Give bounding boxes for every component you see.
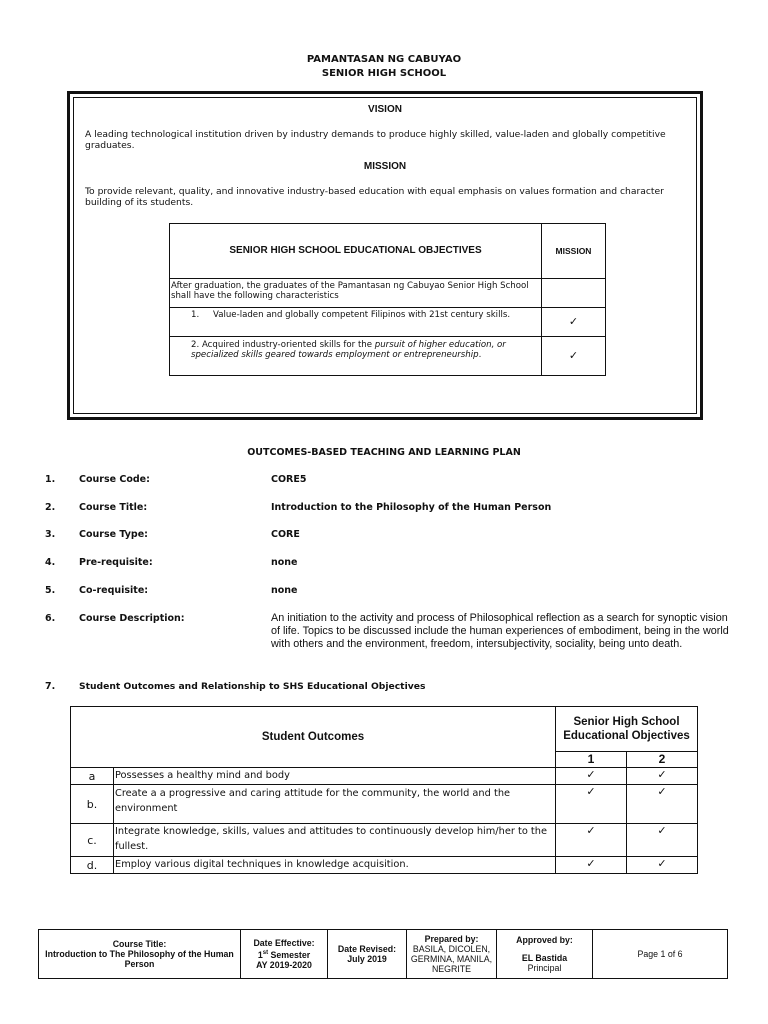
- approver-role: Principal: [527, 963, 562, 973]
- mission-heading: MISSION: [363, 161, 407, 172]
- mission-text: To provide relevant, quality, and innovative industry-based education with equal emphasis on values formation and character building of its students.: [85, 186, 664, 208]
- footer-label: Date Revised:: [337, 944, 397, 954]
- checkmark-icon: ✓: [542, 337, 606, 376]
- item-label: Course Type:: [79, 529, 148, 540]
- footer-page-number: Page 1 of 6: [593, 930, 728, 979]
- course-description-text: An initiation to the activity and process of Philosophical reflection as a search for synoptic vision of life. Topics to be discussed include the human experiences of embodiment, being in the world with others and the environment, freedom, intersubjectivity, sociality, being unto death.: [271, 612, 729, 650]
- table-row: [71, 785, 698, 824]
- item-number: 6.: [45, 613, 56, 624]
- objective-text: Acquired industry-oriented skills for the: [201, 340, 375, 350]
- table-row: [71, 824, 698, 857]
- school-name: SENIOR HIGH SCHOOL: [321, 68, 447, 79]
- checkmark-icon: ✓: [556, 857, 627, 874]
- document-footer: [38, 929, 728, 979]
- footer-date-effective: [241, 930, 328, 979]
- item-value: CORE: [271, 529, 300, 540]
- plan-title: OUTCOMES-BASED TEACHING AND LEARNING PLAN: [247, 447, 521, 458]
- item-label: Course Title:: [79, 502, 148, 513]
- item-label: Course Description:: [79, 613, 185, 624]
- table-row: [71, 857, 698, 874]
- footer-prepared-by: [407, 930, 497, 979]
- footer-date-revised: [328, 930, 407, 979]
- footer-label: Date Effective:: [253, 938, 315, 949]
- footer-academic-year: AY 2019-2020: [256, 959, 312, 970]
- item-number: 2.: [45, 502, 56, 513]
- student-outcomes-header: Student Outcomes: [71, 707, 556, 768]
- outcome-letter: c.: [71, 824, 114, 857]
- checkmark-icon: ✓: [556, 768, 627, 785]
- item-number: 5.: [45, 585, 56, 596]
- outcome-text: Integrate knowledge, skills, values and attitudes to continuously develop him/her to the fullest.: [114, 824, 556, 857]
- objective-num: 2.: [191, 340, 200, 350]
- item-value: none: [271, 557, 298, 568]
- vision-heading: VISION: [368, 104, 402, 115]
- checkmark-icon: ✓: [627, 768, 698, 785]
- item-label: Pre-requisite:: [79, 557, 153, 568]
- footer-approved-by: [497, 930, 593, 979]
- item-label: Course Code:: [79, 474, 150, 485]
- checkmark-icon: ✓: [556, 785, 627, 824]
- item-value: none: [271, 585, 298, 596]
- checkmark-icon: ✓: [556, 824, 627, 857]
- objective-text-italic: pursuit of higher education, or specialized skills geared towards employment or entrepreneurship: [191, 340, 506, 360]
- footer-value: BASILA, DICOLEN, GERMINA, MANILA, NEGRITE: [410, 944, 493, 974]
- student-outcomes-table: [70, 706, 698, 874]
- objective-text: Value-laden and globally competent Filipinos with 21st century skills.: [213, 310, 511, 320]
- approver-name: EL Bastida: [521, 953, 568, 963]
- outcome-letter: a: [71, 768, 114, 785]
- item-label: Co-requisite:: [79, 585, 149, 596]
- objectives-title: SENIOR HIGH SCHOOL EDUCATIONAL OBJECTIVES: [170, 224, 542, 279]
- footer-value: Introduction to The Philosophy of the Human Person: [45, 949, 234, 969]
- vision-text: A leading technological institution driven by industry demands to produce highly skilled, value-laden and globally competitive graduates.: [85, 129, 666, 151]
- checkmark-icon: ✓: [627, 824, 698, 857]
- empty-cell: [542, 279, 606, 308]
- semester-suffix: st: [262, 950, 269, 957]
- checkmark-icon: ✓: [542, 308, 606, 337]
- semester-word: Semester: [268, 949, 311, 960]
- objective-text-end: .: [478, 350, 482, 360]
- footer-label: Course Title:: [112, 939, 167, 949]
- objective-col-1: 1: [556, 752, 627, 768]
- outcome-text: Employ various digital techniques in knowledge acquisition.: [114, 857, 556, 874]
- outcome-letter: b.: [71, 785, 114, 824]
- checkmark-icon: ✓: [627, 785, 698, 824]
- objective-item-2: [170, 337, 542, 376]
- checkmark-icon: ✓: [627, 857, 698, 874]
- footer-semester: [241, 948, 327, 960]
- footer-label: Prepared by:: [424, 934, 479, 944]
- outcome-letter: d.: [71, 857, 114, 874]
- item-number: 7.: [45, 681, 56, 692]
- objectives-intro: After graduation, the graduates of the Pamantasan ng Cabuyao Senior High School shall have the following characteristics: [170, 279, 542, 308]
- item-number: 1.: [45, 474, 56, 485]
- item-number: 4.: [45, 557, 56, 568]
- footer-label: Approved by:: [516, 935, 573, 945]
- outcome-text: Create a a progressive and caring attitude for the community, the world and the environment: [114, 785, 556, 824]
- shs-objectives-header: Senior High School Educational Objectives: [556, 707, 698, 752]
- mission-column-header: MISSION: [542, 224, 606, 279]
- item-value: Introduction to the Philosophy of the Human Person: [271, 502, 552, 513]
- semester-number: 1: [257, 949, 263, 960]
- footer-course-title: [39, 930, 241, 979]
- university-name: PAMANTASAN NG CABUYAO: [306, 54, 462, 65]
- vision-mission-inner-border: [73, 97, 697, 414]
- vision-mission-box: [67, 91, 703, 420]
- item-number: 3.: [45, 529, 56, 540]
- item-value: CORE5: [271, 474, 307, 485]
- educational-objectives-table: [169, 223, 606, 376]
- section-title: Student Outcomes and Relationship to SHS Educational Objectives: [79, 681, 426, 692]
- table-row: [71, 768, 698, 785]
- objective-item-1: [170, 308, 542, 337]
- footer-value: July 2019: [347, 954, 387, 964]
- outcome-text: Possesses a healthy mind and body: [114, 768, 556, 785]
- objective-num: 1.: [191, 310, 200, 320]
- objective-col-2: 2: [627, 752, 698, 768]
